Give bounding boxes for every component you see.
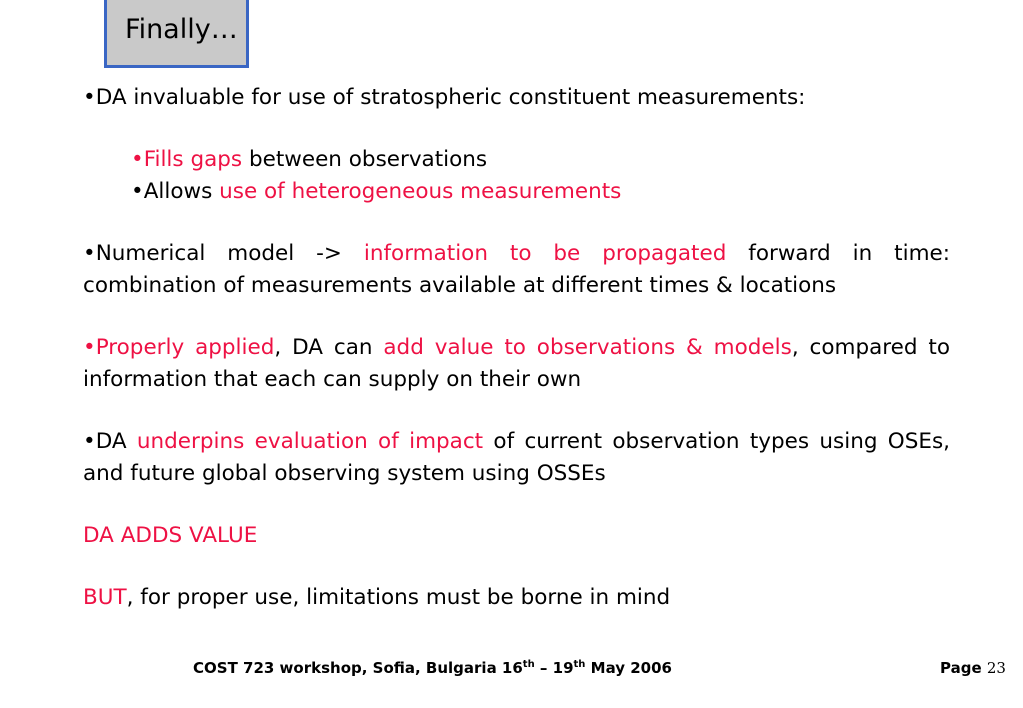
slide-title-box [104,0,249,68]
bullet-text: between observations [242,147,488,172]
bullet-glyph: • [83,335,96,360]
highlight-text: underpins evaluation of impact [136,429,484,454]
bullet-text: forward in time: combination of measurements available at different times & locations [83,241,950,298]
footer-workshop: COST 723 workshop, Sofia, Bulgaria 16th – 19th May 2006 [193,659,672,677]
bullet-glyph: • [131,179,144,204]
sub-bullet-2 [83,176,950,208]
page-number: 23 [986,659,1006,677]
bullet-item-4 [83,426,950,490]
page-label: Page [940,659,987,677]
sub-bullet-1 [83,144,950,176]
bullet-text: of current observation types using OSEs, and future global observing system using OSSEs [83,429,950,486]
bullet-text: , compared to information that each can supply on their own [83,335,950,392]
highlight-text: information to be propagated [363,241,727,266]
bullet-item-3 [83,332,950,396]
bullet-glyph: • [83,85,96,110]
callout-text: DA ADDS VALUE [83,523,258,548]
highlight-text: add value to observations & models [383,335,792,360]
bullet-text: Numerical model -> [95,241,364,266]
highlight-text: BUT [83,585,127,610]
bullet-glyph: • [131,147,144,172]
bullet-text: , DA can [274,335,384,360]
bullet-glyph: • [83,429,96,454]
bullet-item-2 [83,238,950,302]
footer-page [940,659,1006,677]
bullet-item-1 [83,82,950,114]
bullet-text: DA [95,429,137,454]
bullet-text: , for proper use, limitations must be borne in mind [126,585,671,610]
bullet-text: DA invaluable for use of stratospheric constituent measurements: [95,85,806,110]
bullet-text: Allows [143,179,220,204]
highlight-text: use of heterogeneous measurements [219,179,622,204]
slide-content [83,82,950,614]
highlight-text: Fills gaps [143,147,243,172]
bullet-glyph: • [83,241,96,266]
slide-title: Finally… [125,14,238,45]
final-statement [83,582,950,614]
highlight-text: Properly applied [95,335,275,360]
